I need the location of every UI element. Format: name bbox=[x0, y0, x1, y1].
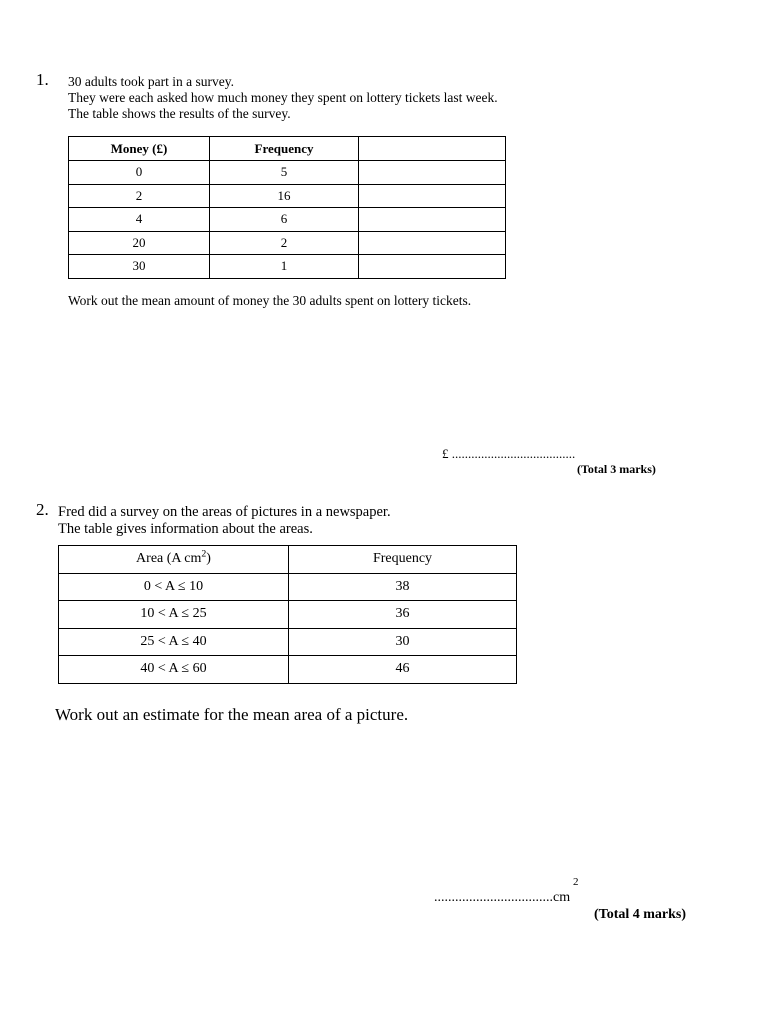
table-header-row bbox=[69, 137, 506, 161]
table-row bbox=[69, 161, 506, 185]
table-row bbox=[69, 184, 506, 208]
question-2-text bbox=[58, 504, 391, 538]
frequency-cell: 6 bbox=[210, 208, 359, 232]
area-cell: 40 < A ≤ 60 bbox=[59, 656, 289, 684]
question-1-line-3: The table shows the results of the survey. bbox=[68, 106, 291, 121]
table-row bbox=[69, 255, 506, 279]
header-frequency: Frequency bbox=[210, 137, 359, 161]
header-frequency: Frequency bbox=[289, 546, 517, 574]
frequency-cell: 1 bbox=[210, 255, 359, 279]
question-2-line-2: The table gives information about the areas. bbox=[58, 521, 313, 537]
answer-dots: .................................. bbox=[434, 890, 553, 905]
table-row bbox=[59, 656, 517, 684]
area-cell: 0 < A ≤ 10 bbox=[59, 573, 289, 601]
question-2-total-marks: (Total 4 marks) bbox=[594, 907, 687, 922]
area-cell: 25 < A ≤ 40 bbox=[59, 628, 289, 656]
frequency-cell: 2 bbox=[210, 231, 359, 255]
question-1-text bbox=[68, 74, 498, 122]
question-2-answer-line[interactable] bbox=[434, 876, 579, 906]
money-cell: 0 bbox=[69, 161, 210, 185]
table-row bbox=[59, 573, 517, 601]
money-frequency-table bbox=[68, 136, 506, 279]
working-cell[interactable] bbox=[359, 208, 506, 232]
answer-dots: ...................................... bbox=[451, 446, 576, 461]
frequency-cell: 38 bbox=[289, 573, 517, 601]
money-cell: 20 bbox=[69, 231, 210, 255]
table-row bbox=[59, 628, 517, 656]
table-row bbox=[69, 231, 506, 255]
frequency-cell: 5 bbox=[210, 161, 359, 185]
frequency-cell: 46 bbox=[289, 656, 517, 684]
question-2-instruction: Work out an estimate for the mean area of a picture. bbox=[55, 705, 409, 724]
working-cell[interactable] bbox=[359, 184, 506, 208]
question-2-number: 2. bbox=[36, 500, 49, 519]
area-frequency-table bbox=[58, 545, 517, 684]
working-cell[interactable] bbox=[359, 161, 506, 185]
frequency-cell: 36 bbox=[289, 601, 517, 629]
table-row bbox=[59, 601, 517, 629]
area-cell: 10 < A ≤ 25 bbox=[59, 601, 289, 629]
table-row bbox=[69, 208, 506, 232]
table-header-row bbox=[59, 546, 517, 574]
working-cell[interactable] bbox=[359, 255, 506, 279]
question-1-total-marks: (Total 3 marks) bbox=[577, 462, 656, 476]
money-cell: 30 bbox=[69, 255, 210, 279]
header-blank[interactable] bbox=[359, 137, 506, 161]
frequency-cell: 30 bbox=[289, 628, 517, 656]
question-1-line-2: They were each asked how much money they spent on lottery tickets last week. bbox=[68, 90, 498, 105]
working-cell[interactable] bbox=[359, 231, 506, 255]
pound-sign: £ bbox=[442, 446, 449, 461]
header-area: Area (A $cm^2$) bbox=[59, 546, 289, 574]
money-cell: 4 bbox=[69, 208, 210, 232]
question-1-answer-line[interactable] bbox=[442, 446, 575, 462]
question-2-line-1: Fred did a survey on the areas of pictures in a newspaper. bbox=[58, 504, 391, 520]
frequency-cell: 16 bbox=[210, 184, 359, 208]
header-money: Money (£) bbox=[69, 137, 210, 161]
money-cell: 2 bbox=[69, 184, 210, 208]
question-1-instruction: Work out the mean amount of money the 30 adults spent on lottery tickets. bbox=[68, 293, 472, 308]
answer-unit: cm 2 bbox=[553, 876, 579, 905]
question-1-number: 1. bbox=[36, 70, 49, 89]
question-1-line-1: 30 adults took part in a survey. bbox=[68, 74, 234, 89]
